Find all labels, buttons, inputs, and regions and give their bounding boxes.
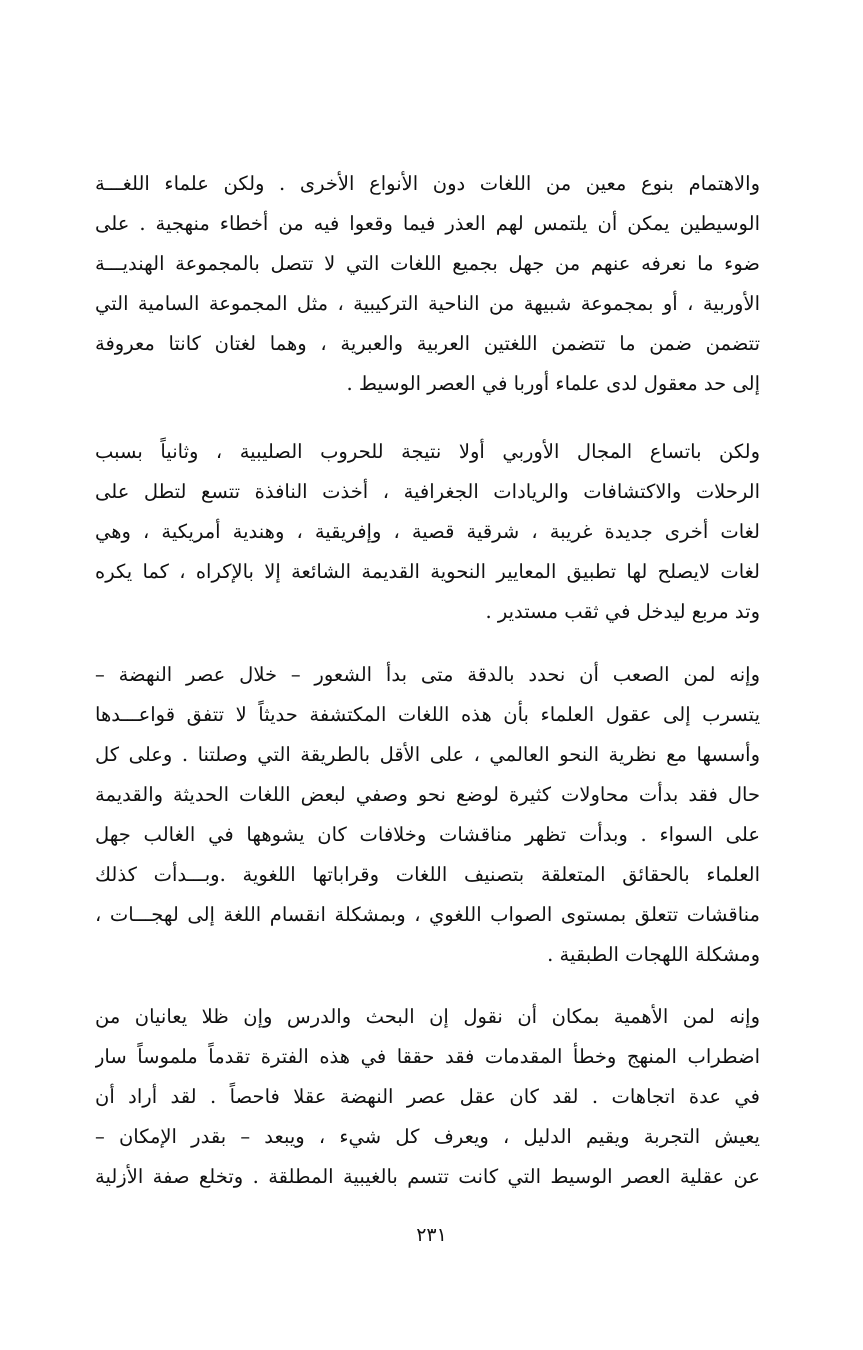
paragraph-2 [95, 432, 760, 632]
text-line: ولكن باتساع المجال الأوربي أولا نتيجة للحروب الصليبية ، وثانياً بسبب [95, 440, 760, 463]
text-line: وإنه لمن الأهمية بمكان أن نقول إن البحث والدرس وإن ظلا يعانيان من [95, 1005, 760, 1028]
page-number: ٢٣١ [416, 1224, 447, 1246]
text-line: الوسيطين يمكن أن يلتمس لهم العذر فيما وقعوا فيه من أخطاء منهجية . على [95, 212, 760, 235]
paragraph-1 [95, 164, 760, 404]
text-line: حال فقد بدأت محاولات كثيرة لوضع نحو وصفي لبعض اللغات الحديثة والقديمة [95, 783, 760, 806]
text-line: وإنه لمن الصعب أن نحدد بالدقة متى بدأ الشعور – خلال عصر النهضة – [95, 663, 760, 686]
text-line: اضطراب المنهج وخطأ المقدمات فقد حققا في هذه الفترة تقدماً ملموساً سار [95, 1045, 760, 1068]
text-line: على السواء . وبدأت تظهر مناقشات وخلافات كان يشوهها في الغالب جهل [95, 823, 760, 846]
text-line: الأوربية ، أو بمجموعة شبيهة من الناحية التركيبية ، مثل المجموعة السامية التي [95, 292, 760, 315]
text-line: العلماء بالحقائق المتعلقة بتصنيف اللغات وقراباتها اللغوية .وبـــدأت كذلك [95, 863, 760, 886]
text-line: مناقشات تتعلق بمستوى الصواب اللغوي ، وبمشكلة انقسام اللغة إلى لهجـــات ، [95, 903, 760, 926]
text-line: يعيش التجربة ويقيم الدليل ، ويعرف كل شيء ، ويبعد – بقدر الإمكان – [95, 1125, 760, 1148]
text-line: عن عقلية العصر الوسيط التي كانت تتسم بالغيبية المطلقة . وتخلع صفة الأزلية [95, 1165, 760, 1188]
text-line: وتد مربع ليدخل في ثقب مستدير . [485, 600, 760, 623]
text-line: ومشكلة اللهجات الطبقية . [547, 943, 760, 966]
text-line: يتسرب إلى عقول العلماء بأن هذه اللغات المكتشفة حديثاً لا تتفق قواعـــدها [95, 703, 760, 726]
text-line: لغات أخرى جديدة غريبة ، شرقية قصية ، وإفريقية ، وهندية أمريكية ، وهي [95, 520, 760, 543]
text-line: في عدة اتجاهات . لقد كان عقل عصر النهضة عقلا فاحصاً . لقد أراد أن [95, 1085, 760, 1108]
text-line: إلى حد معقول لدى علماء أوربا في العصر الوسيط . [346, 372, 760, 395]
text-line: وأسسها مع نظرية النحو العالمي ، على الأقل بالطريقة التي وصلتنا . وعلى كل [95, 743, 760, 766]
text-line: والاهتمام بنوع معين من اللغات دون الأنواع الأخرى . ولكن علماء اللغـــة [95, 172, 760, 195]
text-line: ضوء ما نعرفه عنهم من جهل بجميع اللغات التي لا تتصل بالمجموعة الهنديـــة [95, 252, 760, 275]
text-line: تتضمن ضمن ما تتضمن اللغتين العربية والعبرية ، وهما لغتان كانتا معروفة [95, 332, 760, 355]
paragraph-4 [95, 997, 760, 1197]
text-line: لغات لايصلح لها تطبيق المعايير النحوية القديمة الشائعة إلا بالإكراه ، كما يكره [95, 560, 760, 583]
paragraph-3 [95, 655, 760, 975]
text-line: الرحلات والاكتشافات والريادات الجغرافية ، أخذت النافذة تتسع لتطل على [95, 480, 760, 503]
